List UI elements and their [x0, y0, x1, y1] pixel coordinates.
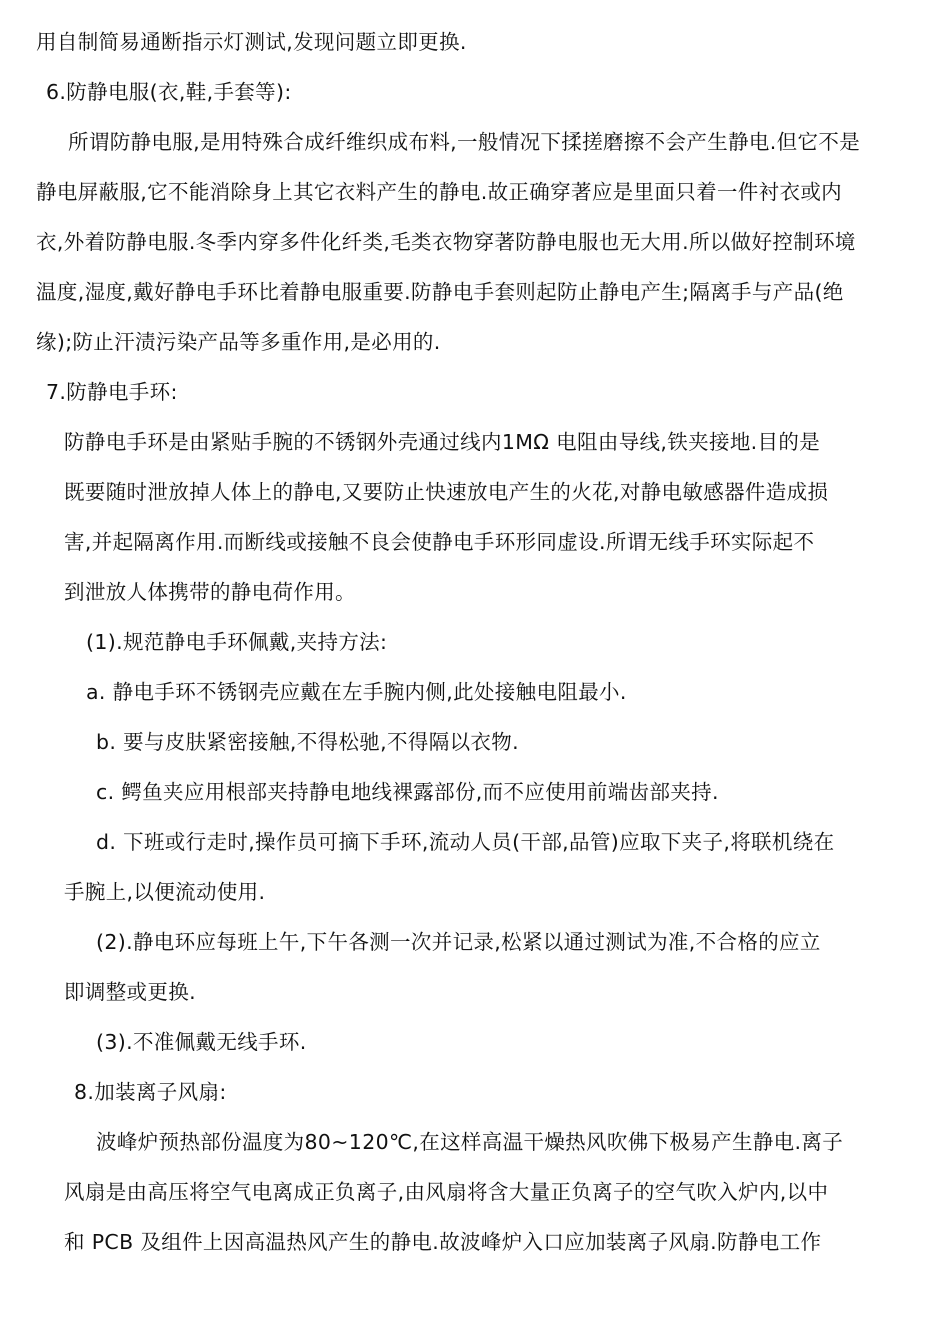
text-line: 手腕上,以便流动使用.: [64, 880, 266, 904]
text-line: 衣,外着防静电服.冬季内穿多件化纤类,毛类衣物穿著防静电服也无大用.所以做好控制环境: [36, 230, 856, 254]
text-line: 到泄放人体携带的静电荷作用。: [64, 580, 356, 604]
text-line: 防静电手环是由紧贴手腕的不锈钢外壳通过线内1MΩ 电阻由导线,铁夹接地.目的是: [64, 430, 821, 454]
list-item: d. 下班或行走时,操作员可摘下手环,流动人员(干部,品管)应取下夹子,将联机绕在: [96, 830, 835, 854]
text-line: 用自制简易通断指示灯测试,发现问题立即更换.: [36, 30, 467, 54]
text-line: 缘);防止汗渍污染产品等多重作用,是必用的.: [36, 330, 441, 354]
text-line: 和 PCB 及组件上因高温热风产生的静电.故波峰炉入口应加装离子风扇.防静电工作: [64, 1230, 822, 1254]
list-item: b. 要与皮肤紧密接触,不得松驰,不得隔以衣物.: [96, 730, 519, 754]
text-line: 即调整或更换.: [64, 980, 196, 1004]
text-line: 既要随时泄放掉人体上的静电,又要防止快速放电产生的火花,对静电敏感器件造成损: [64, 480, 829, 504]
section-heading: 7.防静电手环:: [46, 380, 178, 404]
text-line: 静电屏蔽服,它不能消除身上其它衣料产生的静电.故正确穿著应是里面只着一件衬衣或内: [36, 180, 843, 204]
text-line: 害,并起隔离作用.而断线或接触不良会使静电手环形同虚设.所谓无线手环实际起不: [64, 530, 815, 554]
text-line: 所谓防静电服,是用特殊合成纤维织成布料,一般情况下揉搓磨擦不会产生静电.但它不是: [68, 130, 861, 154]
subsection-item: (2).静电环应每班上午,下午各测一次并记录,松紧以通过测试为准,不合格的应立: [96, 930, 821, 954]
text-line: 风扇是由高压将空气电离成正负离子,由风扇将含大量正负离子的空气吹入炉内,以中: [64, 1180, 829, 1204]
list-item: a. 静电手环不锈钢壳应戴在左手腕内侧,此处接触电阻最小.: [86, 680, 627, 704]
text-line: 波峰炉预热部份温度为80~120℃,在这样高温干燥热风吹佛下极易产生静电.离子: [96, 1130, 844, 1154]
list-item: c. 鳄鱼夹应用根部夹持静电地线裸露部份,而不应使用前端齿部夹持.: [96, 780, 719, 804]
subsection-item: (3).不准佩戴无线手环.: [96, 1030, 307, 1054]
text-line: 温度,湿度,戴好静电手环比着静电服重要.防静电手套则起防止静电产生;隔离手与产品(绝: [36, 280, 844, 304]
subsection-heading: (1).规范静电手环佩戴,夹持方法:: [86, 630, 388, 654]
section-heading: 6.防静电服(衣,鞋,手套等):: [46, 80, 292, 104]
section-heading: 8.加装离子风扇:: [74, 1080, 227, 1104]
